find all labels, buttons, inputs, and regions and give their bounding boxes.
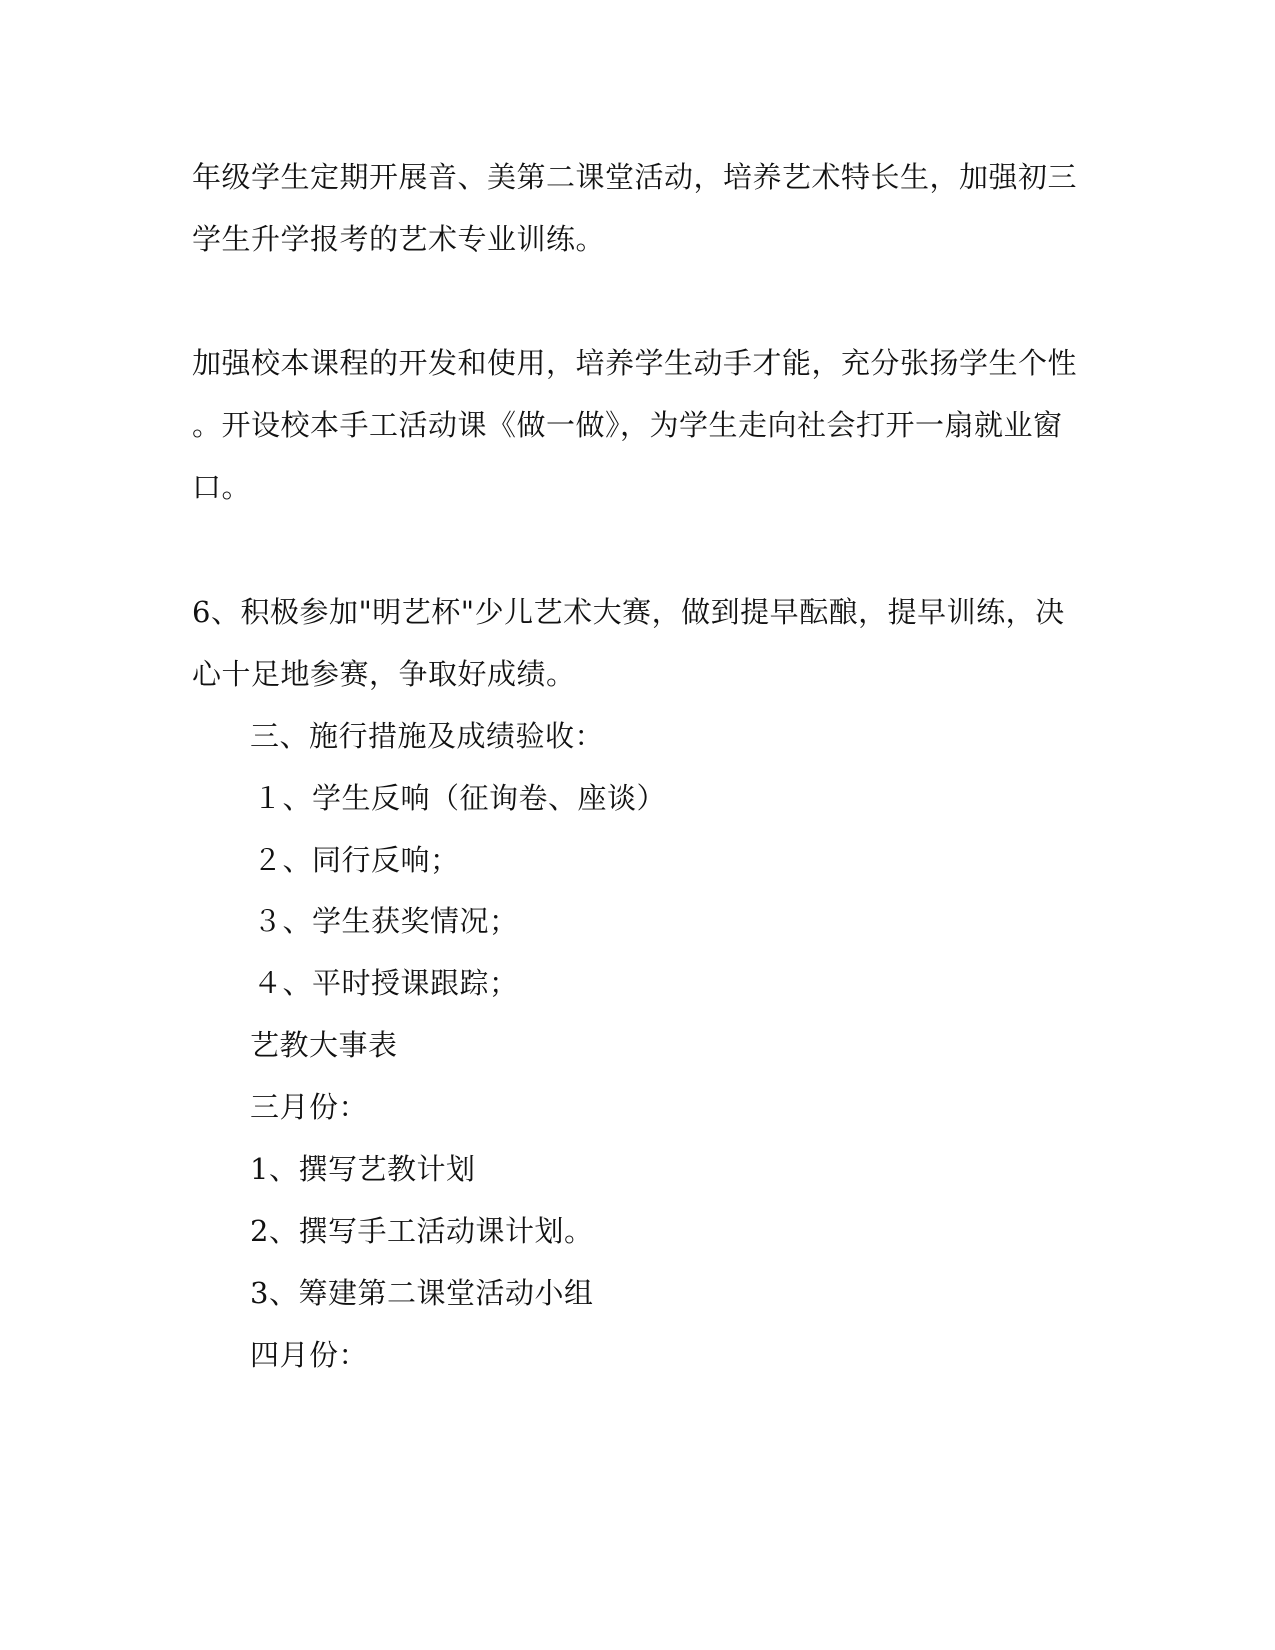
measure-item-3: ３、学生获奖情况； [253, 904, 519, 938]
paragraph-2-line-1: 加强校本课程的开发和使用，培养学生动手才能，充分张扬学生个性 [192, 346, 1078, 380]
measure-item-2: ２、同行反响； [253, 843, 460, 877]
measure-item-1: １、学生反响（征询卷、座谈） [253, 781, 667, 815]
march-heading: 三月份： [250, 1090, 369, 1124]
paragraph-1-line-1: 年级学生定期开展音、美第二课堂活动，培养艺术特长生，加强初三 [192, 160, 1078, 194]
paragraph-3-line-1: 6、积极参加"明艺杯"少儿艺术大赛，做到提早酝酿，提早训练，决 [192, 595, 1065, 629]
march-item-1: 1、撰写艺教计划 [250, 1152, 476, 1186]
paragraph-2-line-3: 口。 [192, 470, 252, 504]
section-3-heading: 三、施行措施及成绩验收： [250, 719, 605, 753]
april-heading: 四月份： [250, 1338, 369, 1372]
march-item-2: 2、撰写手工活动课计划。 [250, 1214, 594, 1248]
measure-item-4: ４、平时授课跟踪； [253, 966, 519, 1000]
paragraph-2-line-2: 。开设校本手工活动课《做一做》，为学生走向社会打开一扇就业窗 [192, 408, 1063, 442]
events-title: 艺教大事表 [250, 1028, 398, 1062]
march-item-3: 3、筹建第二课堂活动小组 [250, 1276, 594, 1310]
paragraph-1-line-2: 学生升学报考的艺术专业训练。 [192, 222, 606, 256]
paragraph-3-line-2: 心十足地参赛，争取好成绩。 [192, 657, 576, 691]
